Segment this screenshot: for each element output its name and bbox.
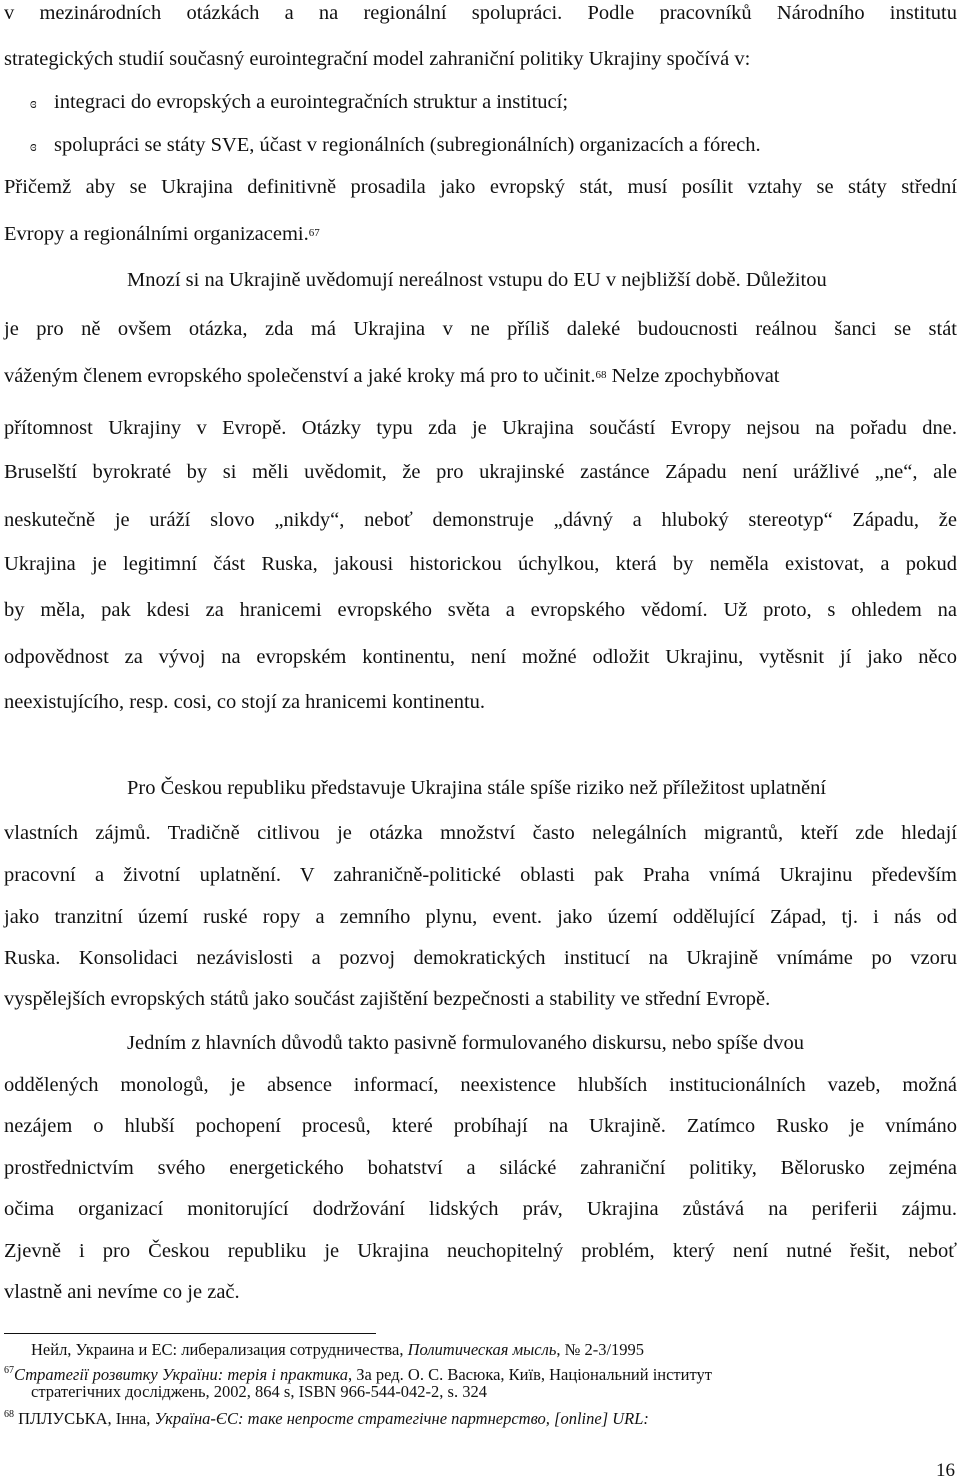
body-text: Nelze zpochybňovat [606,365,780,387]
footnote-text: Нейл, Украина и ЕС: либерализация сотрудничества, [31,1340,408,1359]
footnote-ref: 68 [595,369,607,381]
footnote [4,1405,649,1429]
body-line: je pro ně ovšem otázka, zda má Ukrajina v ne příliš daleké budoucnosti reálnou šanci se stát [4,318,957,340]
bullet-icon: ɞ [30,96,37,112]
body-line: v mezinárodních otázkách a na regionální spolupráci. Podle pracovníků Národního institutu [4,2,957,24]
footnote-italic: Стратегії розвитку України: терія і практика [14,1365,348,1384]
footnote-italic: Україна-ЄС: таке непросте стратегічне партнерство, [online] URL: [154,1409,649,1428]
body-line: jako tranzitní území ruské ropy a zemního plynu, event. jako území oddělující Západ, tj. i nás od [4,906,957,928]
footnote [31,1340,644,1360]
bullet-text: integraci do evropských a eurointegračních struktur a institucí; [54,91,569,113]
body-line: pracovní a životní uplatnění. V zahraničně-politické oblasti pak Praha vnímá Ukrajinu především [4,864,957,886]
body-line [4,220,320,247]
body-line: by měla, pak kdesi za hranicemi evropského světa a evropského vědomí. Už proto, s ohledem na [4,599,957,621]
footnote-italic: Политическая мысль [407,1340,557,1359]
body-line: Jedním z hlavních důvodů takto pasivně formulovaného diskursu, nebo spíše dvou [127,1032,804,1054]
body-line: Bruselští byrokraté by si měli uvědomit, že pro ukrajinské zastánce Západu není urážlivé „ne“, ale [4,461,957,483]
footnote-text: , № 2-3/1995 [556,1340,645,1359]
page-number: 16 [936,1460,955,1481]
body-line: Ruska. Konsolidaci nezávislosti a pozvoj demokratických institucí na Ukrajině vnímáme po vzoru [4,947,957,969]
body-line: strategických studií současný eurointegrační model zahraniční politiky Ukrajiny spočívá v: [4,48,751,70]
footnote-text: ПЛЛУСЬКА, Інна, [14,1409,155,1428]
body-line: Přičemž aby se Ukrajina definitivně prosadila jako evropský stát, musí posílit vztahy se státy střední [4,176,957,198]
body-line: prostřednictvím svého energetického bohatství a silácké zahraniční politiky, Bělorusko zejména [4,1157,957,1179]
body-line: neskutečně je uráží slovo „nikdy“, neboť demonstruje „dávný a hluboký stereotyp“ Západu, že [4,509,957,531]
body-line: oddělených monologů, je absence informací, neexistence hlubších institucionálních vazeb, možná [4,1074,957,1096]
body-line: odpovědnost za vývoj na evropském kontinentu, není možné odložit Ukrajinu, vytěsnit jí jako něco [4,646,957,668]
body-line: vlastně ani nevíme co je zač. [4,1281,240,1303]
bullet-icon: ɞ [30,139,37,155]
body-text: váženým členem evropského společenství a jaké kroky má pro to učinit. [4,365,596,387]
footnote-separator [4,1333,376,1334]
body-line: vlastních zájmů. Tradičně citlivou je otázka množství často nelegálních migrantů, kteří zde hledají [4,822,957,844]
body-line: Ukrajina je legitimní část Ruska, jakousi historickou úchylkou, která by neměla existovat, a pokud [4,553,957,575]
bullet-item [30,89,568,117]
body-line [4,362,780,389]
footnote-number: 68 [4,1409,14,1420]
body-line: neexistujícího, resp. cosi, co stojí za hranicemi kontinentu. [4,691,486,713]
bullet-text: spolupráci se státy SVE, účast v regionálních (subregionálních) organizacích a fórech. [54,134,761,156]
body-line: Pro Českou republiku představuje Ukrajina stále spíše riziko než příležitost uplatnění [127,777,827,799]
body-line: nezájem o hlubší pochopení procesů, které probíhají na Ukrajině. Zatímco Rusko je vnímáno [4,1115,957,1137]
body-line: Zjevně i pro Českou republiku je Ukrajina neuchopitelný problém, který není nutné řešit, neboť [4,1240,957,1262]
body-line: očima organizací monitorující dodržování lidských práv, Ukrajina zůstává na periferii zájmu. [4,1198,957,1220]
bullet-item [30,132,761,160]
footnote-number: 67 [4,1365,14,1376]
body-line: vyspělejších evropských států jako součást zajištění bezpečnosti a stability ve střední Evropě. [4,988,771,1010]
body-text: Evropy a regionálními organizacemi. [4,223,309,245]
footnote: стратегічних досліджень, 2002, 864 s, ISBN 966-544-042-2, s. 324 [31,1382,487,1401]
footnote-text: , За ред. О. С. Васюка, Київ, Національний інститут [347,1365,712,1384]
body-line: přítomnost Ukrajiny v Evropě. Otázky typu zda je Ukrajina součástí Evropy nejsou na pořadu dne. [4,417,957,439]
footnote-ref: 67 [308,227,320,239]
body-line: Mnozí si na Ukrajině uvědomují nereálnost vstupu do EU v nejbližší době. Důležitou [127,269,827,291]
